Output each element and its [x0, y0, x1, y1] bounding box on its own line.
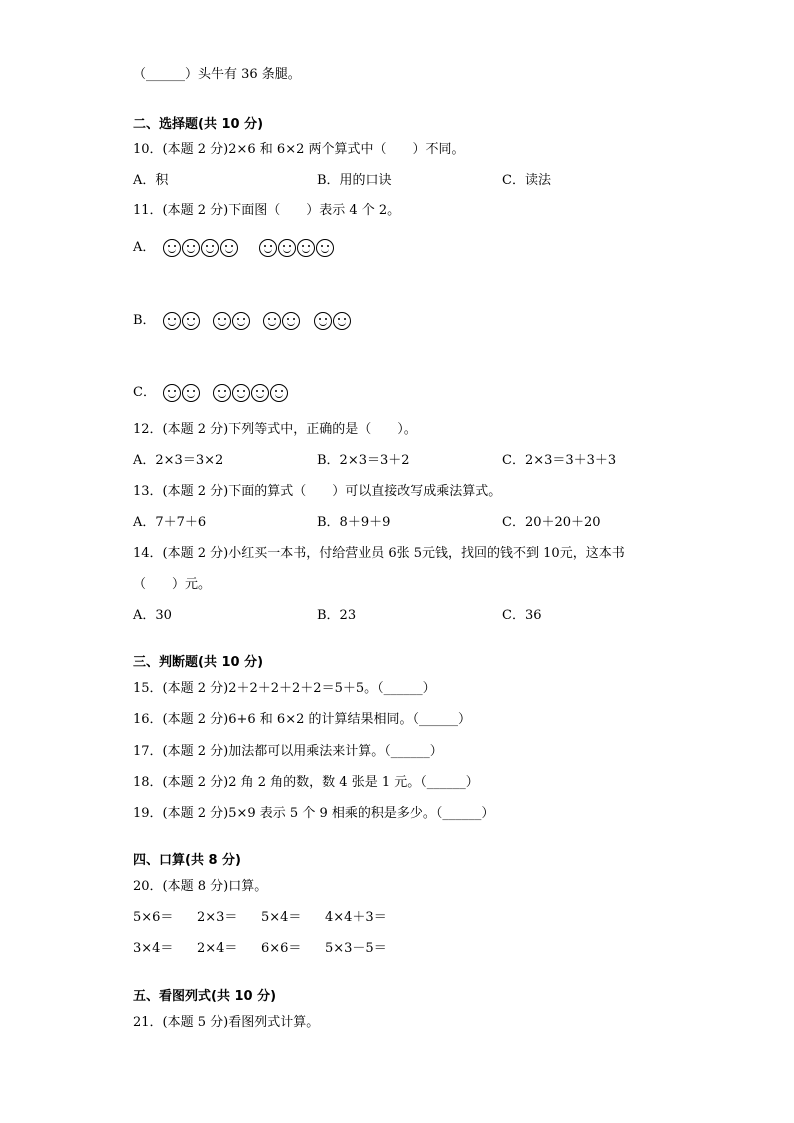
calc-item: 5×4＝: [261, 910, 302, 925]
smiley-face-icon: [213, 384, 231, 402]
q13-option-c[interactable]: C．20＋20＋20: [502, 515, 601, 530]
calc-item: 5×3－5＝: [325, 941, 387, 956]
smiley-face-icon: [314, 312, 332, 330]
q18: 18．(本题 2 分)2 角 2 角的数，数 4 张是 1 元。（______）: [133, 775, 479, 790]
q11-stem: 11．(本题 2 分)下面图（ ）表示 4 个 2。: [133, 203, 401, 218]
q12-option-b[interactable]: B．2×3＝3＋2: [317, 453, 410, 468]
q10-option-a[interactable]: A．积: [133, 173, 169, 188]
q9-tail: （______）头牛有 36 条腿。: [133, 67, 301, 82]
section-2-title: 二、选择题(共 10 分): [133, 117, 264, 132]
q11-option-b-label: B．: [133, 313, 156, 328]
q19: 19．(本题 2 分)5×9 表示 5 个 9 相乘的积是多少。（______）: [133, 806, 495, 821]
q21: 21．(本题 5 分)看图列式计算。: [133, 1015, 320, 1030]
q10-option-b[interactable]: B．用的口诀: [317, 173, 392, 188]
calc-item: 6×6＝: [261, 941, 302, 956]
smiley-face-icon: [220, 239, 238, 257]
smiley-face-icon: [333, 312, 351, 330]
face-group: [163, 381, 201, 405]
face-group: [263, 309, 301, 333]
smiley-face-icon: [182, 384, 200, 402]
q11-option-a[interactable]: [133, 236, 351, 260]
smiley-face-icon: [232, 384, 250, 402]
q11-option-c-label: C．: [133, 385, 156, 400]
q15: 15．(本题 2 分)2＋2＋2＋2＋2＝5＋5。（______）: [133, 681, 436, 696]
smiley-face-icon: [232, 312, 250, 330]
face-group: [213, 309, 251, 333]
face-group: [163, 236, 239, 260]
q12-stem: 12．(本题 2 分)下列等式中，正确的是（ ）。: [133, 422, 417, 437]
calc-item: 5×6＝: [133, 910, 174, 925]
q13-option-b[interactable]: B．8＋9＋9: [317, 515, 391, 530]
smiley-face-icon: [278, 239, 296, 257]
smiley-face-icon: [316, 239, 334, 257]
smiley-face-icon: [182, 239, 200, 257]
calc-item: 3×4＝: [133, 941, 174, 956]
q13-stem: 13．(本题 2 分)下面的算式（ ）可以直接改写成乘法算式。: [133, 484, 502, 499]
smiley-face-icon: [213, 312, 231, 330]
q11-option-a-label: A．: [133, 240, 156, 255]
smiley-face-icon: [182, 312, 200, 330]
calc-item: 2×4＝: [197, 941, 238, 956]
q14-stem-continued: （ ）元。: [133, 577, 212, 592]
q20: 20．(本题 8 分)口算。: [133, 879, 268, 894]
q14-stem: 14．(本题 2 分)小红买一本书，付给营业员 6张 5元钱，找回的钱不到 10元，这本书: [133, 546, 625, 561]
q10-stem: 10．(本题 2 分)2×6 和 6×2 两个算式中（ ）不同。: [133, 142, 465, 157]
face-group: [163, 309, 201, 333]
smiley-face-icon: [163, 312, 181, 330]
section-5-title: 五、看图列式(共 10 分): [133, 989, 277, 1004]
q17: 17．(本题 2 分)加法都可以用乘法来计算。（______）: [133, 744, 443, 759]
q12-option-a[interactable]: A．2×3＝3×2: [133, 453, 224, 468]
smiley-face-icon: [251, 384, 269, 402]
q11-option-b[interactable]: [133, 309, 368, 333]
smiley-face-icon: [163, 239, 181, 257]
smiley-face-icon: [201, 239, 219, 257]
smiley-face-icon: [259, 239, 277, 257]
q13-option-a[interactable]: A．7＋7＋6: [133, 515, 207, 530]
face-group: [259, 236, 335, 260]
smiley-face-icon: [163, 384, 181, 402]
face-group: [213, 381, 289, 405]
q14-option-b[interactable]: B．23: [317, 608, 357, 623]
q12-option-c[interactable]: C．2×3＝3＋3＋3: [502, 453, 617, 468]
calc-item: 4×4＋3＝: [325, 910, 387, 925]
q10-option-c[interactable]: C．读法: [502, 173, 551, 188]
smiley-face-icon: [263, 312, 281, 330]
q16: 16．(本题 2 分)6+6 和 6×2 的计算结果相同。（______）: [133, 712, 471, 727]
q14-option-c[interactable]: C．36: [502, 608, 542, 623]
q14-option-a[interactable]: A．30: [133, 608, 172, 623]
smiley-face-icon: [270, 384, 288, 402]
calc-item: 2×3＝: [197, 910, 238, 925]
section-4-title: 四、口算(共 8 分): [133, 853, 241, 868]
smiley-face-icon: [297, 239, 315, 257]
q11-option-c[interactable]: [133, 381, 305, 405]
face-group: [314, 309, 352, 333]
section-3-title: 三、判断题(共 10 分): [133, 655, 264, 670]
smiley-face-icon: [282, 312, 300, 330]
